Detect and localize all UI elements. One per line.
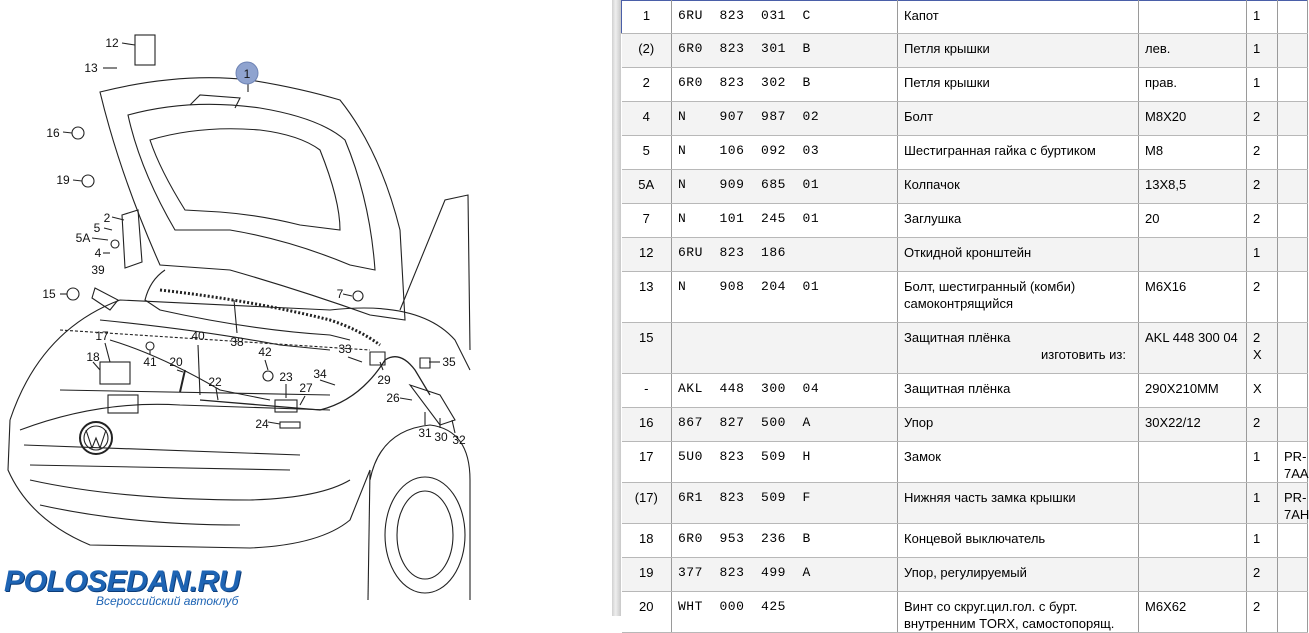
position-cell xyxy=(622,323,672,374)
table-row[interactable] xyxy=(622,136,1308,170)
position-cell xyxy=(622,408,672,442)
made-from-label: изготовить из: xyxy=(1041,347,1127,362)
part-number-cell[interactable] xyxy=(672,272,898,323)
position-cell-text: 20 xyxy=(639,599,654,614)
table-row[interactable] xyxy=(622,68,1308,102)
callout-42[interactable]: 42 xyxy=(258,345,272,359)
note-cell xyxy=(1278,68,1308,102)
description-cell-line: Защитная плёнка xyxy=(904,381,1011,396)
table-row[interactable] xyxy=(622,524,1308,558)
position-cell-text: (2) xyxy=(638,41,655,56)
description-cell-line: Упор, регулируемый xyxy=(904,565,1027,580)
note-cell xyxy=(1278,442,1308,483)
quantity-cell xyxy=(1247,483,1278,524)
part-number-cell-text: N 907 987 02 xyxy=(678,109,820,124)
spec-cell xyxy=(1139,524,1247,558)
spec-cell xyxy=(1139,1,1247,34)
callout-16[interactable]: 16 xyxy=(46,126,60,140)
note-cell xyxy=(1278,524,1308,558)
quantity-cell-line: 2 xyxy=(1253,565,1261,580)
spec-cell xyxy=(1139,34,1247,68)
table-row[interactable] xyxy=(622,102,1308,136)
position-cell-text: 2 xyxy=(642,75,650,90)
table-row[interactable] xyxy=(622,323,1308,374)
table-row[interactable] xyxy=(622,483,1308,524)
part-number-cell[interactable] xyxy=(672,34,898,68)
part-number-cell-text: N 909 685 01 xyxy=(678,177,820,192)
description-cell-line: Петля крышки xyxy=(904,75,990,90)
position-cell-text: 13 xyxy=(639,279,654,294)
quantity-cell-line: X xyxy=(1253,381,1262,396)
quantity-cell xyxy=(1247,34,1278,68)
description-cell xyxy=(898,170,1139,204)
note-cell-text xyxy=(1278,592,1307,598)
position-cell xyxy=(622,34,672,68)
description-cell xyxy=(898,1,1139,34)
part-number-cell-text: N 106 092 03 xyxy=(678,143,820,158)
position-cell-text: 4 xyxy=(642,109,650,124)
description-cell-line: Капот xyxy=(904,8,939,23)
logo-text: POLOSEDAN.RU xyxy=(4,565,240,598)
part-number-cell-text: WHT 000 425 xyxy=(678,599,786,614)
part-number-cell[interactable] xyxy=(672,204,898,238)
note-cell-text xyxy=(1278,170,1307,176)
spec-cell xyxy=(1139,483,1247,524)
quantity-cell-line: X xyxy=(1253,347,1262,362)
spec-cell-text xyxy=(1139,524,1246,530)
note-cell-text xyxy=(1278,238,1307,244)
note-cell xyxy=(1278,272,1308,323)
position-cell xyxy=(622,442,672,483)
note-cell xyxy=(1278,592,1308,633)
note-cell xyxy=(1278,323,1308,374)
part-number-cell[interactable] xyxy=(672,1,898,34)
position-cell xyxy=(622,136,672,170)
callout-39[interactable]: 39 xyxy=(91,263,105,277)
note-cell-text xyxy=(1278,102,1307,108)
callout-23[interactable]: 23 xyxy=(279,370,293,384)
note-cell xyxy=(1278,170,1308,204)
polosedan-logo xyxy=(4,566,304,614)
table-row[interactable] xyxy=(622,408,1308,442)
callout-2[interactable]: 2 xyxy=(103,211,111,225)
callout-12[interactable]: 12 xyxy=(105,36,119,50)
logo-subtitle: Всероссийский автоклуб xyxy=(96,594,239,608)
description-cell-line: Упор xyxy=(904,415,934,430)
description-cell-line: внутренним TORX, самостопорящ. xyxy=(904,616,1115,631)
quantity-cell-line: 2 xyxy=(1253,211,1261,226)
description-cell xyxy=(898,34,1139,68)
callout-17[interactable]: 17 xyxy=(95,329,109,343)
spec-cell-text xyxy=(1139,483,1246,489)
callout-24[interactable]: 24 xyxy=(255,417,269,431)
callout-41[interactable]: 41 xyxy=(143,355,157,369)
table-row[interactable] xyxy=(622,272,1308,323)
part-number-cell[interactable] xyxy=(672,558,898,592)
spec-cell xyxy=(1139,374,1247,408)
table-row[interactable] xyxy=(622,204,1308,238)
note-cell-text xyxy=(1278,408,1307,414)
part-number-cell[interactable] xyxy=(672,442,898,483)
position-cell xyxy=(622,102,672,136)
description-cell xyxy=(898,558,1139,592)
table-row[interactable] xyxy=(622,238,1308,272)
quantity-cell-line: 2 xyxy=(1253,109,1261,124)
part-number-cell[interactable] xyxy=(672,592,898,633)
table-row[interactable] xyxy=(622,1,1308,34)
position-cell-text: - xyxy=(644,381,649,396)
callout-20[interactable]: 20 xyxy=(169,355,183,369)
callout-26[interactable]: 26 xyxy=(386,391,400,405)
callout-34[interactable]: 34 xyxy=(313,367,327,381)
position-cell xyxy=(622,374,672,408)
exploded-diagram xyxy=(0,0,612,616)
quantity-cell xyxy=(1247,524,1278,558)
note-cell-text: PR-7AA xyxy=(1284,449,1309,481)
spec-cell-line: M6X16 xyxy=(1145,279,1187,294)
spec-cell-line: 30X22/12 xyxy=(1145,415,1201,430)
callout-38[interactable]: 38 xyxy=(230,335,244,349)
note-cell xyxy=(1278,238,1308,272)
table-row[interactable] xyxy=(622,170,1308,204)
description-cell-line: Замок xyxy=(904,449,941,464)
part-number-cell-text: N 101 245 01 xyxy=(678,211,820,226)
quantity-cell-line: 2 xyxy=(1253,415,1261,430)
quantity-cell xyxy=(1247,170,1278,204)
note-cell-text: PR-7AH xyxy=(1284,490,1309,522)
quantity-cell-line: 2 xyxy=(1253,279,1261,294)
quantity-cell xyxy=(1247,136,1278,170)
note-cell-text xyxy=(1278,558,1307,564)
position-cell xyxy=(622,68,672,102)
position-cell-text: 16 xyxy=(639,415,654,430)
quantity-cell-line: 1 xyxy=(1253,449,1261,464)
description-cell xyxy=(898,238,1139,272)
callout-5[interactable]: 5 xyxy=(93,221,101,235)
spec-cell xyxy=(1139,170,1247,204)
spec-cell-text xyxy=(1139,238,1246,244)
callout-27[interactable]: 27 xyxy=(299,381,313,395)
callout-13[interactable]: 13 xyxy=(84,61,98,75)
position-cell xyxy=(622,558,672,592)
quantity-cell xyxy=(1247,272,1278,323)
note-cell-text xyxy=(1278,374,1307,380)
note-cell-text xyxy=(1278,272,1307,278)
note-cell xyxy=(1278,408,1308,442)
note-cell xyxy=(1278,558,1308,592)
table-row[interactable] xyxy=(622,374,1308,408)
spec-cell-line: M8X20 xyxy=(1145,109,1187,124)
position-cell-text: 17 xyxy=(639,449,654,464)
part-number-cell-text: 6R0 953 236 B xyxy=(678,531,811,546)
quantity-cell xyxy=(1247,408,1278,442)
description-cell-line: Нижняя часть замка крышки xyxy=(904,490,1076,505)
part-number-cell-text: AKL 448 300 04 xyxy=(678,381,820,396)
table-row[interactable] xyxy=(622,592,1308,633)
part-number-cell[interactable] xyxy=(672,408,898,442)
table-row[interactable] xyxy=(622,34,1308,68)
spec-cell xyxy=(1139,442,1247,483)
note-cell-text xyxy=(1278,1,1307,7)
description-cell xyxy=(898,272,1139,323)
quantity-cell xyxy=(1247,204,1278,238)
description-cell xyxy=(898,68,1139,102)
part-number-cell-text xyxy=(672,323,897,329)
callout-29[interactable]: 29 xyxy=(377,373,391,387)
table-row[interactable] xyxy=(622,442,1308,483)
note-cell xyxy=(1278,34,1308,68)
spec-cell-text xyxy=(1139,1,1246,7)
spec-cell-text xyxy=(1139,442,1246,448)
description-cell-line: Откидной кронштейн xyxy=(904,245,1032,260)
note-cell-text xyxy=(1278,323,1307,329)
part-number-cell[interactable] xyxy=(672,68,898,102)
quantity-cell-line: 1 xyxy=(1253,531,1261,546)
position-cell-text: 12 xyxy=(639,245,654,260)
quantity-cell xyxy=(1247,323,1278,374)
quantity-cell xyxy=(1247,374,1278,408)
parts-diagram-panel xyxy=(0,0,612,616)
part-number-cell-text: 6RU 823 031 C xyxy=(678,8,811,23)
position-cell-text: 15 xyxy=(639,330,654,345)
position-cell xyxy=(622,204,672,238)
description-cell-line: Болт, шестигранный (комби) xyxy=(904,279,1076,294)
description-cell xyxy=(898,592,1139,633)
spec-cell xyxy=(1139,136,1247,170)
quantity-cell-line: 1 xyxy=(1253,75,1261,90)
spec-cell xyxy=(1139,558,1247,592)
part-number-cell[interactable] xyxy=(672,136,898,170)
position-cell xyxy=(622,1,672,34)
spec-cell-line: M6X62 xyxy=(1145,599,1187,614)
part-number-cell[interactable] xyxy=(672,238,898,272)
part-number-cell[interactable] xyxy=(672,374,898,408)
spec-cell-line: M8 xyxy=(1145,143,1164,158)
spec-cell xyxy=(1139,68,1247,102)
part-number-cell-text: 6RU 823 186 xyxy=(678,245,786,260)
description-cell xyxy=(898,524,1139,558)
part-number-cell-text: N 908 204 01 xyxy=(678,279,820,294)
position-cell xyxy=(622,592,672,633)
position-cell-text: 5 xyxy=(642,143,650,158)
parts-table xyxy=(621,0,1308,633)
note-cell xyxy=(1278,483,1308,524)
position-cell-text: 7 xyxy=(642,211,650,226)
callout-35[interactable]: 35 xyxy=(442,355,456,369)
quantity-cell xyxy=(1247,442,1278,483)
position-cell-text: 1 xyxy=(642,8,651,23)
quantity-cell-line: 1 xyxy=(1253,490,1261,505)
part-number-cell[interactable] xyxy=(672,483,898,524)
part-number-cell[interactable] xyxy=(672,102,898,136)
callout-40[interactable]: 40 xyxy=(191,329,205,343)
position-cell xyxy=(622,170,672,204)
spec-cell-line: прав. xyxy=(1145,75,1178,90)
description-cell-line: самоконтрящийся xyxy=(904,296,1013,311)
quantity-cell xyxy=(1247,592,1278,633)
part-number-cell[interactable] xyxy=(672,170,898,204)
spec-cell xyxy=(1139,408,1247,442)
note-cell xyxy=(1278,136,1308,170)
spec-cell xyxy=(1139,592,1247,633)
part-number-cell-text: 6R1 823 509 F xyxy=(678,490,811,505)
spec-cell-line: 20 xyxy=(1145,211,1160,226)
callout-30[interactable]: 30 xyxy=(434,430,448,444)
description-cell-line: Винт со скруг.цил.гол. с бурт. xyxy=(904,599,1078,614)
callout-5a[interactable]: 5A xyxy=(75,231,91,245)
description-cell-line: Колпачок xyxy=(904,177,960,192)
parts-list-panel xyxy=(621,0,1309,631)
description-cell xyxy=(898,408,1139,442)
table-row[interactable] xyxy=(622,558,1308,592)
position-cell-text: 5A xyxy=(638,177,655,192)
spec-cell-line: AKL 448 300 04 xyxy=(1145,330,1238,345)
quantity-cell-line: 2 xyxy=(1253,177,1261,192)
quantity-cell xyxy=(1247,558,1278,592)
note-cell xyxy=(1278,374,1308,408)
part-number-cell-text: 377 823 499 A xyxy=(678,565,811,580)
quantity-cell-line: 2 xyxy=(1253,599,1261,614)
quantity-cell-line: 1 xyxy=(1253,245,1261,260)
description-cell xyxy=(898,136,1139,170)
quantity-cell xyxy=(1247,238,1278,272)
callout-19[interactable]: 19 xyxy=(56,173,70,187)
position-cell-text: 18 xyxy=(639,531,654,546)
callout-22[interactable]: 22 xyxy=(208,375,222,389)
quantity-cell xyxy=(1247,1,1278,34)
part-number-cell[interactable] xyxy=(672,323,898,374)
description-cell xyxy=(898,374,1139,408)
callout-31[interactable]: 31 xyxy=(418,426,432,440)
note-cell xyxy=(1278,102,1308,136)
position-cell-text: (17) xyxy=(634,490,658,505)
part-number-cell[interactable] xyxy=(672,524,898,558)
spec-cell xyxy=(1139,272,1247,323)
description-cell-line: Заглушка xyxy=(904,211,962,226)
description-cell xyxy=(898,323,1139,374)
callout-15[interactable]: 15 xyxy=(42,287,56,301)
panel-splitter[interactable] xyxy=(612,0,621,616)
callout-18[interactable]: 18 xyxy=(86,350,100,364)
part-number-cell-text: 5U0 823 509 H xyxy=(678,449,811,464)
part-number-cell-text: 6R0 823 302 B xyxy=(678,75,811,90)
quantity-cell-line: 2 xyxy=(1253,330,1261,345)
description-cell xyxy=(898,442,1139,483)
spec-cell xyxy=(1139,204,1247,238)
description-cell-line: Петля крышки xyxy=(904,41,990,56)
note-cell xyxy=(1278,204,1308,238)
position-cell xyxy=(622,272,672,323)
description-cell xyxy=(898,204,1139,238)
spec-cell-line: 13X8,5 xyxy=(1145,177,1187,192)
quantity-cell-line: 2 xyxy=(1253,143,1261,158)
description-cell xyxy=(898,102,1139,136)
spec-cell xyxy=(1139,102,1247,136)
callout-4[interactable]: 4 xyxy=(94,246,102,260)
quantity-cell xyxy=(1247,68,1278,102)
description-cell-line: Шестигранная гайка с буртиком xyxy=(904,143,1096,158)
quantity-cell-line: 1 xyxy=(1253,41,1261,56)
part-number-cell-text: 867 827 500 A xyxy=(678,415,811,430)
callout-33[interactable]: 33 xyxy=(338,342,352,356)
position-cell xyxy=(622,238,672,272)
quantity-cell-line: 1 xyxy=(1253,8,1261,23)
quantity-cell xyxy=(1247,102,1278,136)
position-cell-text: 19 xyxy=(639,565,654,580)
note-cell-text xyxy=(1278,34,1307,40)
callout-7[interactable]: 7 xyxy=(336,287,344,301)
spec-cell xyxy=(1139,238,1247,272)
note-cell-text xyxy=(1278,68,1307,74)
note-cell-text xyxy=(1278,524,1307,530)
description-cell-line: Концевой выключатель xyxy=(904,531,1046,546)
note-cell xyxy=(1278,1,1308,34)
part-number-cell-text: 6R0 823 301 B xyxy=(678,41,811,56)
position-cell xyxy=(622,524,672,558)
position-cell xyxy=(622,483,672,524)
note-cell-text xyxy=(1278,136,1307,142)
callout-1[interactable]: 1 xyxy=(243,67,251,81)
spec-cell-line: лев. xyxy=(1145,41,1171,56)
description-cell xyxy=(898,483,1139,524)
description-cell-line: Болт xyxy=(904,109,934,124)
description-cell-line: Защитная плёнка xyxy=(904,330,1011,345)
spec-cell-line: 290X210MM xyxy=(1145,381,1219,396)
spec-cell-text xyxy=(1139,558,1246,564)
note-cell-text xyxy=(1278,204,1307,210)
spec-cell xyxy=(1139,323,1247,374)
callout-32[interactable]: 32 xyxy=(452,433,466,447)
